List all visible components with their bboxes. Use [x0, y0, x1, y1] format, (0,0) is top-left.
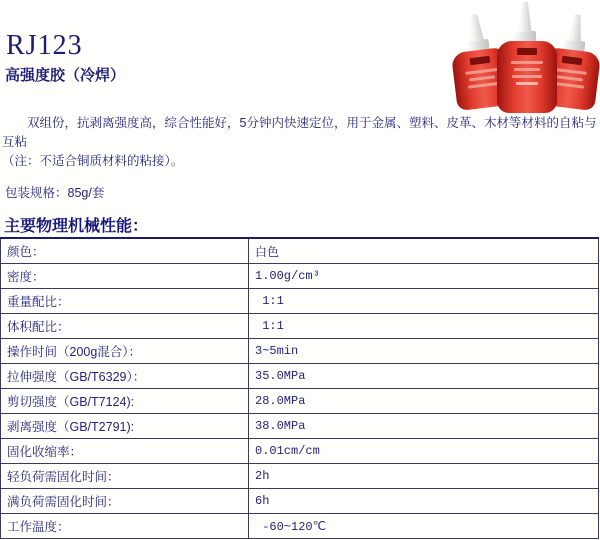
- property-value: 3~5min: [249, 339, 599, 364]
- property-value: 6h: [249, 489, 599, 514]
- table-row: [1, 289, 599, 314]
- packaging-spec: 包装规格：85g/套: [5, 186, 105, 200]
- property-label: 操作时间（200g混合）：: [1, 339, 249, 364]
- table-row: [1, 314, 599, 339]
- product-subtitle: 高强度胶（冷焊）: [5, 67, 126, 84]
- table-row: [1, 439, 599, 464]
- property-label: 密度：: [1, 264, 249, 289]
- property-label: 固化收缩率：: [1, 439, 249, 464]
- property-value: 0.01cm/cm: [249, 439, 599, 464]
- bottle-label-line: [468, 82, 498, 89]
- bottle-body: [497, 41, 557, 113]
- bottle-label-line: [557, 75, 583, 81]
- property-value: 1:1: [249, 289, 599, 314]
- bottle-label-line: [465, 68, 497, 75]
- property-value: 2h: [249, 464, 599, 489]
- table-row: [1, 414, 599, 439]
- table-row: [1, 238, 599, 264]
- table-row: [1, 364, 599, 389]
- table-row: [1, 514, 599, 539]
- bottle-label-line: [511, 61, 543, 64]
- table-row: [1, 339, 599, 364]
- bottle-label-line: [555, 68, 587, 75]
- property-label: 剪切强度（GB/T7124):: [1, 389, 249, 414]
- product-description: [2, 114, 599, 171]
- property-label: 工作温度：: [1, 514, 249, 539]
- adhesive-bottle: [497, 2, 553, 113]
- page-title: RJ123: [6, 30, 83, 61]
- table-row: [1, 264, 599, 289]
- product-image: [452, 2, 600, 118]
- bottle-label-line: [512, 75, 542, 78]
- description-line-1: 双组份，抗剥离强度高，综合性能好，5分钟内快速定位，用于金属、塑料、皮革、木材等材料的自粘与互粘: [2, 116, 597, 149]
- bottle-nozzle: [468, 14, 484, 42]
- property-value: 白色: [249, 238, 599, 264]
- property-value: 35.0MPa: [249, 364, 599, 389]
- table-row: [1, 389, 599, 414]
- bottle-label-line: [514, 68, 540, 71]
- section-header: 主要物理机械性能：: [4, 218, 149, 235]
- property-label: 体积配比：: [1, 314, 249, 339]
- property-value: 38.0MPa: [249, 414, 599, 439]
- bottle-nozzle: [519, 2, 532, 32]
- property-label: 轻负荷需固化时间：: [1, 464, 249, 489]
- description-line-2: （注：不适合铜质材料的粘接）。: [2, 154, 184, 168]
- property-value: 1:1: [249, 314, 599, 339]
- bottle-label-line: [516, 82, 538, 85]
- property-label: 满负荷需固化时间：: [1, 489, 249, 514]
- bottle-label-line: [469, 75, 495, 81]
- bottle-brand-patch: [562, 56, 583, 65]
- property-label: 拉伸强度（GB/T6329）：: [1, 364, 249, 389]
- bottle-brand-patch: [517, 48, 537, 55]
- bottle-brand-patch: [470, 56, 491, 65]
- bottle-label-line: [554, 82, 584, 89]
- bottle-nozzle: [568, 14, 584, 42]
- property-value: 28.0MPa: [249, 389, 599, 414]
- property-label: 颜色：: [1, 238, 249, 264]
- properties-table: [0, 237, 599, 539]
- property-value: -60~120℃: [249, 514, 599, 539]
- property-label: 重量配比：: [1, 289, 249, 314]
- property-value: 1.00g/cm³: [249, 264, 599, 289]
- table-row: [1, 489, 599, 514]
- property-label: 剥离强度（GB/T2791):: [1, 414, 249, 439]
- table-row: [1, 464, 599, 489]
